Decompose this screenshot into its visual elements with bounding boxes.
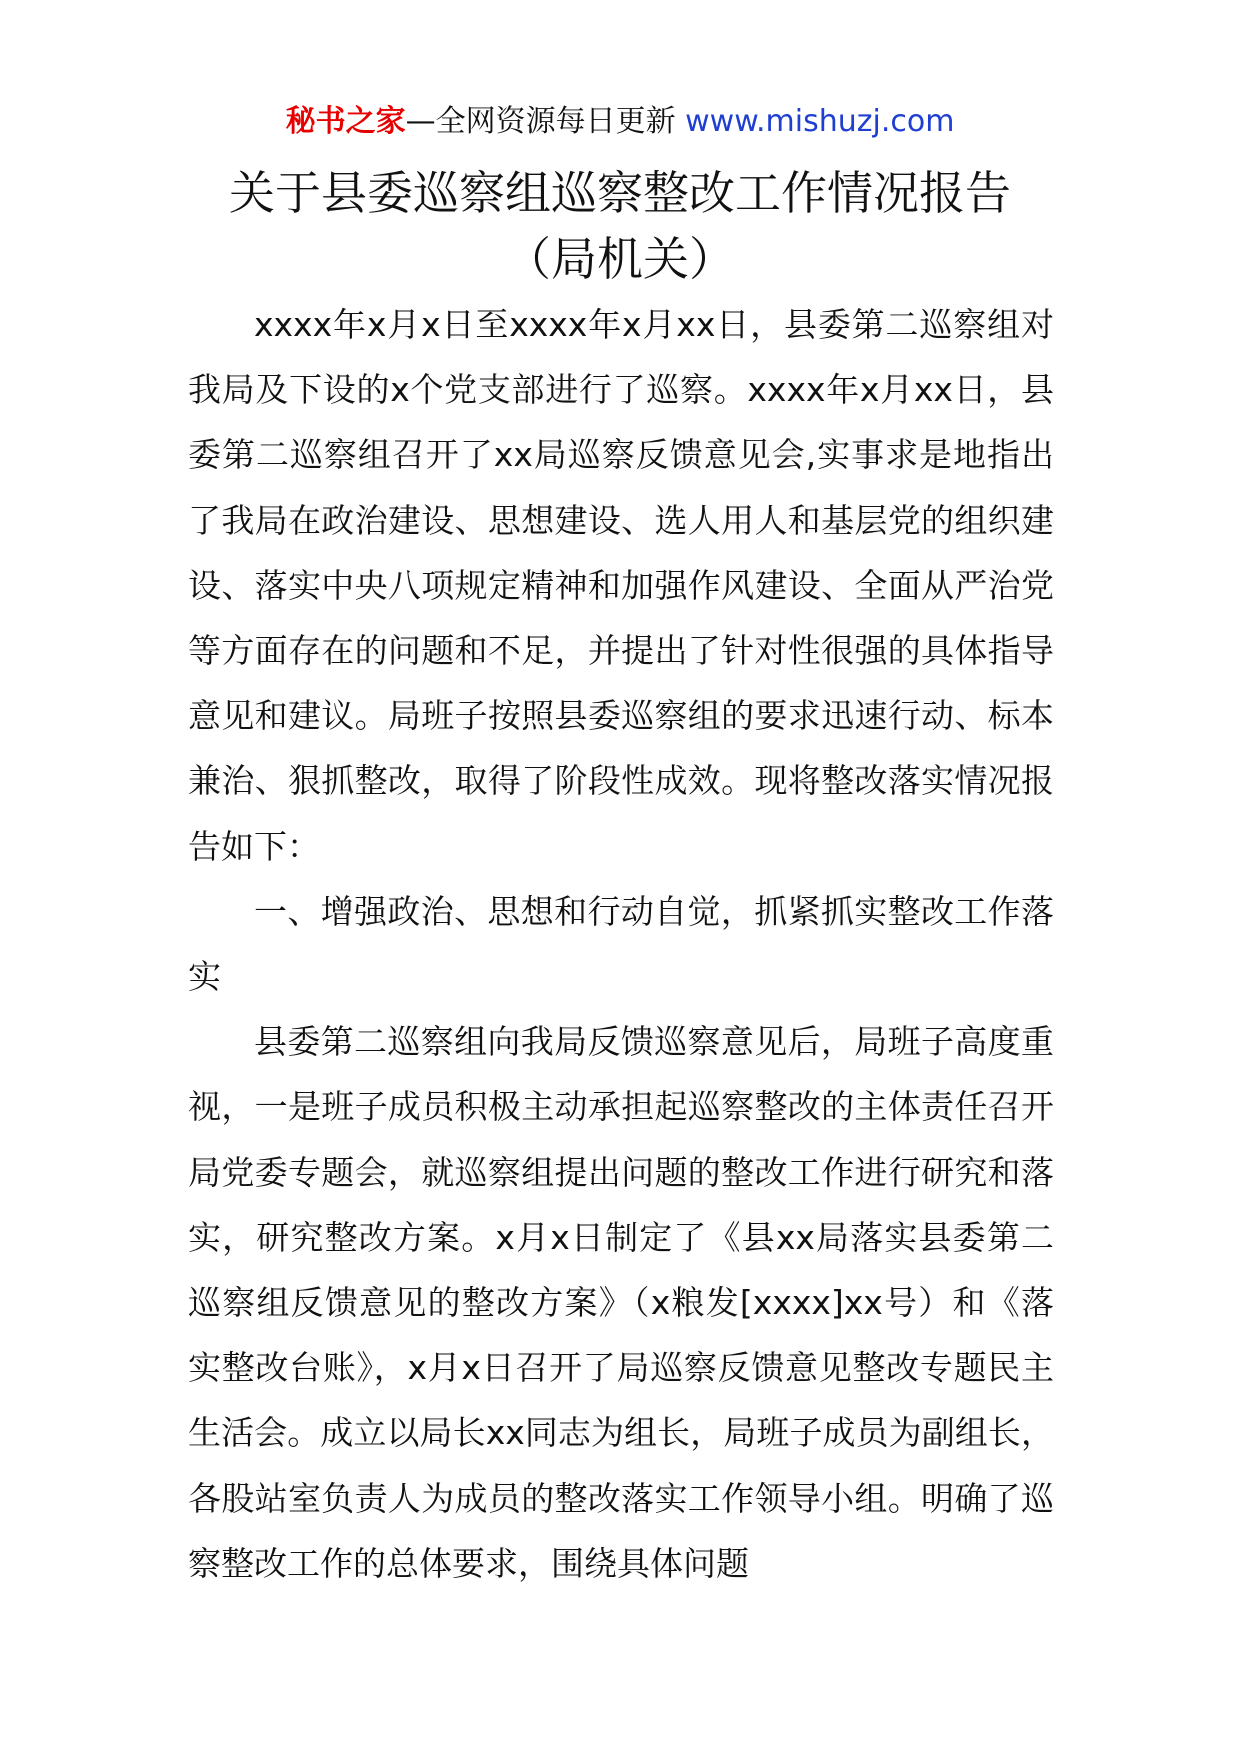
brand-name: 秘书之家 — [285, 104, 406, 139]
site-url-link[interactable]: www.mishuzj.com — [685, 104, 955, 139]
site-tagline: —全网资源每日更新 — [405, 104, 686, 139]
document-body — [188, 292, 1054, 1596]
site-header — [0, 100, 1240, 144]
title-line-1: 关于县委巡察组巡察整改工作情况报告 — [229, 166, 1011, 220]
title-line-2: （局机关） — [505, 232, 735, 286]
paragraph-intro: xxxx年x月x日至xxxx年x月xx日，县委第二巡察组对我局及下设的x个党支部进行了巡察。xxxx年x月xx日，县委第二巡察组召开了xx局巡察反馈意见会,实事求是地指出了我局在政治建设、思想建设、选人用人和基层党的组织建设、落实中央八项规定精神和加强作风建设、全面从严治党等方面存在的问题和不足，并提出了针对性很强的具体指导意见和建议。局班子按照县委巡察组的要求迅速行动、标本兼治、狠抓整改，取得了阶段性成效。现将整改落实情况报告如下： — [188, 305, 1054, 866]
document-title — [0, 160, 1240, 292]
paragraph-section-1: 县委第二巡察组向我局反馈巡察意见后，局班子高度重视，一是班子成员积极主动承担起巡察整改的主体责任召开局党委专题会，就巡察组提出问题的整改工作进行研究和落实，研究整改方案。x月x日制定了《县xx局落实县委第二巡察组反馈意见的整改方案》（x粮发[xxxx]xx号）和《落实整改台账》，x月x日召开了局巡察反馈意见整改专题民主生活会。成立以局长xx同志为组长，局班子成员为副组长，各股站室负责人为成员的整改落实工作领导小组。明确了巡察整改工作的总体要求，围绕具体问题 — [188, 1022, 1054, 1583]
section-heading-1: 一、增强政治、思想和行动自觉，抓紧抓实整改工作落实 — [188, 891, 1054, 997]
